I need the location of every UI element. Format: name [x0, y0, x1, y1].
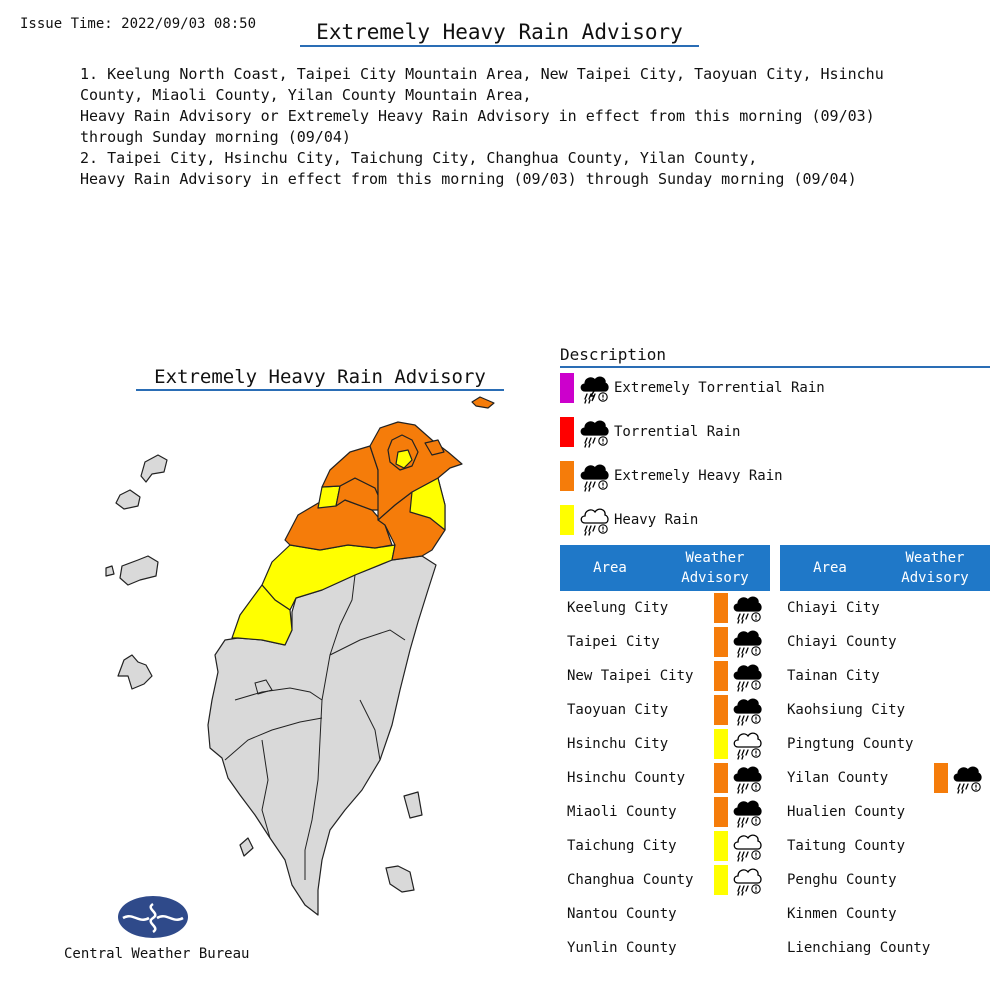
table-body — [780, 591, 990, 965]
advisory-swatch — [714, 695, 728, 725]
table-row — [780, 863, 990, 897]
table-row — [560, 761, 770, 795]
area-name: Penghu County — [787, 872, 897, 888]
advisory-swatch — [714, 865, 728, 895]
header-advisory-line2: Advisory — [681, 570, 749, 586]
agency-name: Central Weather Bureau — [64, 946, 250, 962]
table-row — [560, 863, 770, 897]
area-name: Kinmen County — [787, 906, 897, 922]
table-body — [560, 591, 770, 965]
advisory-swatch — [714, 763, 728, 793]
advisory-line: 1. Keelung North Coast, Taipei City Mountain Area, New Taipei City, Taoyuan City, Hsinchu — [80, 65, 884, 83]
area-name: Yilan County — [787, 770, 889, 786]
advisory-swatch — [714, 593, 728, 623]
legend-item-extremely-heavy — [560, 460, 783, 492]
area-table-left — [560, 545, 770, 965]
table-row — [780, 761, 990, 795]
cwb-logo — [117, 895, 189, 939]
table-header — [560, 545, 770, 591]
table-row — [780, 829, 990, 863]
legend-item-extremely-torrential — [560, 372, 825, 404]
island-kinmen-2 — [120, 556, 158, 585]
header-advisory — [880, 548, 990, 588]
heavy-rain-icon — [578, 460, 610, 492]
heavy-rain-icon — [578, 416, 610, 448]
legend-swatch — [560, 505, 574, 535]
issue-time: Issue Time: 2022/09/03 08:50 — [20, 16, 257, 32]
table-row — [560, 659, 770, 693]
legend-label: Heavy Rain — [614, 512, 699, 528]
header-area: Area — [813, 560, 847, 576]
legend-heading: Description — [560, 345, 990, 368]
area-name: New Taipei City — [567, 668, 694, 684]
area-name: Chiayi County — [787, 634, 897, 650]
island-orchid — [386, 866, 414, 892]
page-title: Extremely Heavy Rain Advisory — [300, 20, 699, 47]
area-name: Chiayi City — [787, 600, 880, 616]
legend-swatch — [560, 373, 574, 403]
advisory-line: through Sunday morning (09/04) — [80, 128, 351, 146]
heavy-rain-icon — [731, 796, 763, 828]
header-advisory-line1: Weather — [685, 550, 745, 566]
area-name: Hsinchu City — [567, 736, 669, 752]
legend-item-torrential — [560, 416, 740, 448]
area-name: Pingtung County — [787, 736, 914, 752]
area-name: Kaohsiung City — [787, 702, 906, 718]
area-name: Hsinchu County — [567, 770, 686, 786]
island-penghu — [118, 655, 152, 689]
area-name: Tainan City — [787, 668, 880, 684]
heavy-rain-icon — [731, 694, 763, 726]
advisory-swatch — [714, 797, 728, 827]
table-row — [780, 795, 990, 829]
heavy-rain-icon — [951, 762, 983, 794]
table-row — [560, 727, 770, 761]
heavy-rain-icon — [731, 592, 763, 624]
legend-swatch — [560, 461, 574, 491]
heavy-rain-icon — [731, 626, 763, 658]
advisory-line: Heavy Rain Advisory in effect from this morning (09/03) through Sunday morning (09/04) — [80, 170, 857, 188]
area-name: Taichung City — [567, 838, 677, 854]
advisory-line: 2. Taipei City, Hsinchu City, Taichung City, Changhua County, Yilan County, — [80, 149, 758, 167]
table-row — [780, 727, 990, 761]
area-name: Miaoli County — [567, 804, 677, 820]
area-name: Keelung City — [567, 600, 669, 616]
lightning-rain-icon — [578, 372, 610, 404]
light-rain-icon — [731, 864, 763, 896]
legend-label: Torrential Rain — [614, 424, 741, 440]
area-name: Nantou County — [567, 906, 677, 922]
table-row — [560, 795, 770, 829]
advisory-swatch — [934, 763, 948, 793]
taiwan-advisory-map — [0, 395, 540, 920]
area-name: Yunlin County — [567, 940, 677, 956]
table-row — [560, 625, 770, 659]
advisory-swatch — [714, 627, 728, 657]
island-green — [404, 792, 422, 818]
area-name: Changhua County — [567, 872, 694, 888]
advisory-swatch — [714, 831, 728, 861]
table-row — [560, 591, 770, 625]
table-row — [560, 829, 770, 863]
map-title: Extremely Heavy Rain Advisory — [136, 366, 504, 391]
table-row — [780, 659, 990, 693]
island-matsu-2 — [116, 490, 140, 509]
table-row — [780, 931, 990, 965]
advisory-line: Heavy Rain Advisory or Extremely Heavy Rain Advisory in effect from this morning (09/03) — [80, 107, 875, 125]
header-advisory-line1: Weather — [905, 550, 965, 566]
legend-label: Extremely Torrential Rain — [614, 380, 825, 396]
table-row — [780, 625, 990, 659]
table-row — [780, 591, 990, 625]
heavy-rain-icon — [731, 660, 763, 692]
table-row — [560, 693, 770, 727]
light-rain-icon — [731, 830, 763, 862]
legend-item-heavy — [560, 504, 698, 536]
advisory-text — [80, 64, 960, 190]
region-south-east — [208, 556, 436, 915]
table-row — [560, 931, 770, 965]
header-advisory — [660, 548, 770, 588]
island-matsu-1 — [141, 455, 167, 482]
light-rain-icon — [731, 728, 763, 760]
table-row — [780, 897, 990, 931]
header-area: Area — [593, 560, 627, 576]
island-pengjia — [472, 397, 494, 408]
island-kinmen-1 — [106, 566, 114, 576]
table-header — [780, 545, 990, 591]
advisory-swatch — [714, 729, 728, 759]
advisory-line: County, Miaoli County, Yilan County Mountain Area, — [80, 86, 532, 104]
legend-swatch — [560, 417, 574, 447]
advisory-swatch — [714, 661, 728, 691]
area-name: Hualien County — [787, 804, 906, 820]
heavy-rain-icon — [731, 762, 763, 794]
island-liuqiu — [240, 838, 253, 856]
table-row — [780, 693, 990, 727]
area-table-right — [780, 545, 990, 965]
area-name: Lienchiang County — [787, 940, 931, 956]
area-name: Taipei City — [567, 634, 660, 650]
area-name: Taoyuan City — [567, 702, 669, 718]
light-rain-icon — [578, 504, 610, 536]
legend-label: Extremely Heavy Rain — [614, 468, 783, 484]
table-row — [560, 897, 770, 931]
header-advisory-line2: Advisory — [901, 570, 969, 586]
area-name: Taitung County — [787, 838, 906, 854]
